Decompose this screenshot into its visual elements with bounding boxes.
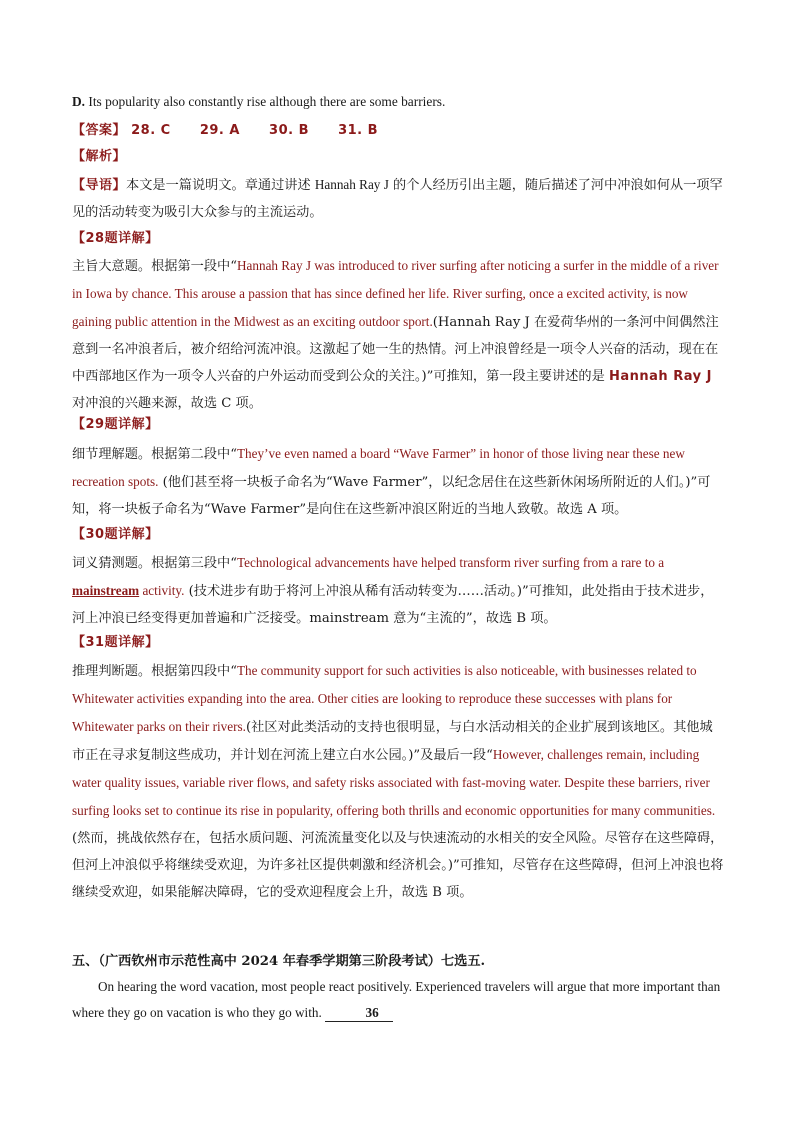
blank-36[interactable]: 36 xyxy=(325,1005,393,1022)
q28-quote: Hannah Ray J was introduced to river surfing after noticing a surfer in the middle of a river in Iowa by chance. This arouse a passion that has since defined her life. River surfing, once a excited activity, is now gaining public attention in the Midwest as an exciting outdoor sport. xyxy=(72,258,719,329)
answer-item: 29. A xyxy=(199,123,240,138)
option-text: Its popularity also constantly rise although there are some barriers. xyxy=(85,94,446,109)
q28-text: 主旨大意题。根据第一段中“ xyxy=(72,259,237,274)
q31-quote: The community support for such activities is also noticeable, with businesses related to Whitewater activities expanding into the area. Other cities are looking to reproduce these successes with plans for Whitewater parks on their rivers. xyxy=(72,663,697,734)
q31-quote: However, challenges remain, including water quality issues, variable river flows, and safety risks associated with fast-moving water. Despite these barriers, river surfing looks set to continue its rise in popularity, offering both thrills and economic opportunities for many communities. xyxy=(72,747,716,818)
q31-text: 推理判断题。根据第四段中“ xyxy=(72,664,237,679)
guide-paragraph xyxy=(72,171,724,226)
option-d xyxy=(72,92,724,112)
passage-text: On hearing the word vacation, most people react positively. Experienced travelers will argue that more important than where they go on vacation is who they go with. xyxy=(72,979,721,1020)
q31-text: (然而，挑战依然存在，包括水质问题、河流流量变化以及与快速流动的水相关的安全风险。尽管存在这些障碍，但河上冲浪似乎将继续受欢迎，为许多社区提供刺激和经济机会。)”可推知，尽管存在这些障碍，但河上冲浪也将继续受欢迎，如果能解决障碍，它的受欢迎程度会上升，故选 B 项。 xyxy=(72,831,724,900)
mainstream-word: mainstream xyxy=(72,583,140,598)
q29-text: 细节理解题。根据第二段中“ xyxy=(72,447,237,462)
guide-text: 的个人经历引出主题，随后描述了河中冲浪如何从一项罕见的活动转变为吸引大众参与的主流运动。 xyxy=(72,178,723,220)
guide-name: Hannah Ray J xyxy=(314,177,389,192)
q30-quote: Technological advancements have helped transform river surfing from a rare to a xyxy=(237,555,665,570)
answer-label: 【答案】 xyxy=(72,123,127,138)
q28-paragraph xyxy=(72,252,724,417)
answer-item: 28. C xyxy=(131,123,171,138)
passage-paragraph xyxy=(72,974,724,1026)
q30-text: 词义猜测题。根据第三段中“ xyxy=(72,556,237,571)
answer-item: 30. B xyxy=(269,123,309,138)
q31-paragraph xyxy=(72,657,724,906)
q28-text: 对冲浪的兴趣来源，故选 C 项。 xyxy=(72,396,262,411)
q28-highlight: Hannah Ray J xyxy=(608,369,712,384)
section-heading: 五、（广西钦州市示范性高中 2024 年春季学期第三阶段考试）七选五. xyxy=(72,954,486,969)
q29-paragraph xyxy=(72,440,724,523)
q28-label: 【28题详解】 xyxy=(72,231,159,246)
answer-item: 31. B xyxy=(338,123,379,138)
q31-label: 【31题详解】 xyxy=(72,635,159,650)
q30-quote: activity. xyxy=(139,583,185,598)
guide-text: 本文是一篇说明文。章通过讲述 xyxy=(126,178,315,193)
q29-quote: They’ve even named a board “Wave Farmer” in honor of those living near these new recreation spots. xyxy=(72,446,685,489)
q29-label: 【29题详解】 xyxy=(72,417,159,432)
q30-label: 【30题详解】 xyxy=(72,527,159,542)
guide-label: 【导语】 xyxy=(72,178,127,193)
option-letter: D. xyxy=(72,94,86,109)
q31-text: (社区对此类活动的支持也很明显，与白水活动相关的企业扩展到该地区。其他城市正在寻求复制这些成功，并计划在河流上建立白水公园。)”及最后一段“ xyxy=(72,720,713,763)
q30-text: (技术进步有助于将河上冲浪从稀有活动转变为……活动。)”可推知，此处指由于技术进步，河上冲浪已经变得更加普遍和广泛接受。mainstream 意为“主流的”，故选 B 项。 xyxy=(72,584,714,626)
q29-text: (他们甚至将一块板子命名为“Wave Farmer”，以纪念居住在这些新休闲场所附近的人们。)”可知，将一块板子命名为“Wave Farmer”是向住在这些新冲浪区附近的当地人致敬。故选 A 项。 xyxy=(72,475,711,517)
analysis-label: 【解析】 xyxy=(72,149,127,164)
answer-line xyxy=(72,118,724,142)
q28-text: (Hannah Ray J 在爱荷华州的一条河中间偶然注意到一名冲浪者后，被介绍给河流冲浪。这激起了她一生的热情。河上冲浪曾经是一项令人兴奋的活动，现在在中西部地区作为一项令人兴奋的户外运动而受到公众的关注。)”可推知，第一段主要讲述的是 xyxy=(72,315,719,384)
q30-paragraph xyxy=(72,549,724,632)
